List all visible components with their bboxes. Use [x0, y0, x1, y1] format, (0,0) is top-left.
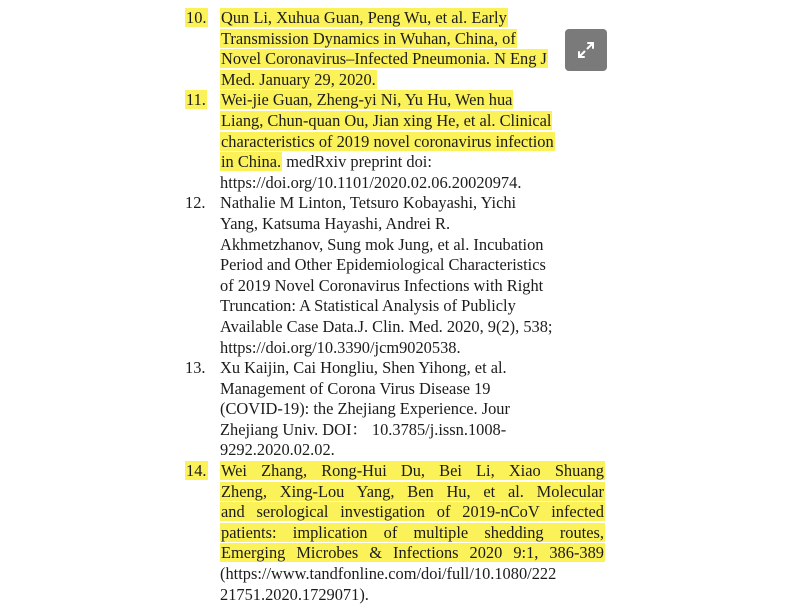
reference-number: 13.: [185, 358, 206, 378]
plain-text: Available Case Data.J. Clin. Med. 2020, 9(2), 538;: [220, 316, 553, 336]
plain-text: 9292.2020.02.02.: [220, 440, 335, 460]
highlighted-text: characteristics of 2019 novel coronavirus infection: [221, 131, 554, 151]
reference-line: [220, 90, 605, 111]
reference-number: 11.: [186, 90, 206, 110]
reference-text: [220, 8, 605, 90]
plain-text: Xu Kaijin, Cai Hongliu, Shen Yihong, et al.: [220, 358, 507, 378]
reference-line: [220, 8, 605, 29]
reference-text: [220, 90, 605, 193]
reference-line: [220, 111, 605, 132]
highlighted-text: Zheng, Xing-Lou Yang, Ben Hu, et al. Molecular: [221, 481, 604, 501]
reference-line: [220, 523, 605, 544]
reference-line: [220, 276, 605, 297]
highlighted-text: and serological investigation of 2019-nCoV infected: [221, 502, 604, 522]
highlighted-text: Wei Zhang, Rong-Hui Du, Bei Li, Xiao Shuang: [221, 461, 604, 481]
reference-line: [220, 317, 605, 338]
reference-line: [220, 173, 605, 194]
expand-button[interactable]: [565, 29, 607, 71]
reference-line: [220, 585, 605, 606]
reference-line: [220, 399, 605, 420]
reference-item: [185, 8, 605, 90]
reference-line: [220, 358, 605, 379]
plain-text: Period and Other Epidemiological Characteristics: [220, 255, 546, 275]
highlighted-text: in China.: [221, 152, 282, 172]
plain-text: https://doi.org/10.3390/jcm9020538.: [220, 337, 461, 357]
highlighted-text: Transmission Dynamics in Wuhan, China, of: [221, 28, 516, 48]
reference-number: 14.: [186, 461, 207, 481]
plain-text: 21751.2020.1729071).: [220, 584, 369, 604]
highlighted-text: Qun Li, Xuhua Guan, Peng Wu, et al. Early: [221, 8, 507, 27]
highlighted-text: Med. January 29, 2020.: [221, 69, 376, 89]
reference-line: [220, 338, 605, 359]
highlighted-text: Wei-jie Guan, Zheng-yi Ni, Yu Hu, Wen hua: [221, 90, 513, 110]
reference-line: [220, 49, 605, 70]
plain-text: of 2019 Novel Coronavirus Infections with Right: [220, 275, 544, 295]
reference-number: 12.: [185, 193, 206, 213]
reference-line: [220, 502, 605, 523]
plain-text: medRxiv preprint doi:: [282, 152, 432, 172]
plain-text: Zhejiang Univ. DOI： 10.3785/j.issn.1008-: [220, 419, 507, 439]
reference-list: [185, 8, 605, 605]
reference-line: [220, 235, 605, 256]
reference-line: [220, 379, 605, 400]
expand-arrows-icon: [576, 40, 596, 60]
reference-line: [220, 440, 605, 461]
reference-line: [220, 29, 605, 50]
plain-text: Nathalie M Linton, Tetsuro Kobayashi, Yichi: [220, 193, 517, 213]
reference-line: [220, 214, 605, 235]
reference-text: [220, 461, 605, 605]
reference-line: [220, 132, 605, 153]
reference-line: [220, 255, 605, 276]
plain-text: Yang, Katsuma Hayashi, Andrei R.: [220, 213, 451, 233]
reference-item: [185, 90, 605, 193]
plain-text: (COVID-19): the Zhejiang Experience. Jour: [220, 399, 510, 419]
plain-text: Akhmetzhanov, Sung mok Jung, et al. Incubation: [220, 234, 544, 254]
reference-item: [185, 358, 605, 461]
plain-text: Truncation: A Statistical Analysis of Publicly: [220, 296, 516, 316]
highlighted-text: Liang, Chun-quan Ou, Jian xing He, et al. Clinical: [221, 110, 552, 130]
plain-text: Management of Corona Virus Disease 19: [220, 378, 491, 398]
reference-line: [220, 296, 605, 317]
reference-item: [185, 193, 605, 358]
reference-line: [220, 420, 605, 441]
reference-line: [220, 70, 605, 91]
reference-line: [220, 543, 605, 564]
reference-number: 10.: [186, 8, 207, 27]
highlighted-text: patients: implication of multiple shedding routes,: [221, 522, 604, 542]
highlighted-text: Emerging Microbes & Infections 2020 9:1, 386-389: [221, 543, 604, 563]
reference-text: [220, 358, 605, 461]
plain-text: (https://www.tandfonline.com/doi/full/10.1080/222: [220, 564, 557, 584]
reference-item: [185, 461, 605, 605]
reference-text: [220, 193, 605, 358]
reference-line: [220, 482, 605, 503]
reference-line: [220, 193, 605, 214]
highlighted-text: Novel Coronavirus–Infected Pneumonia. N Eng J: [221, 49, 547, 69]
reference-line: [220, 564, 605, 585]
plain-text: https://doi.org/10.1101/2020.02.06.20020974.: [220, 172, 522, 192]
reference-line: [220, 152, 605, 173]
reference-line: [220, 461, 605, 482]
